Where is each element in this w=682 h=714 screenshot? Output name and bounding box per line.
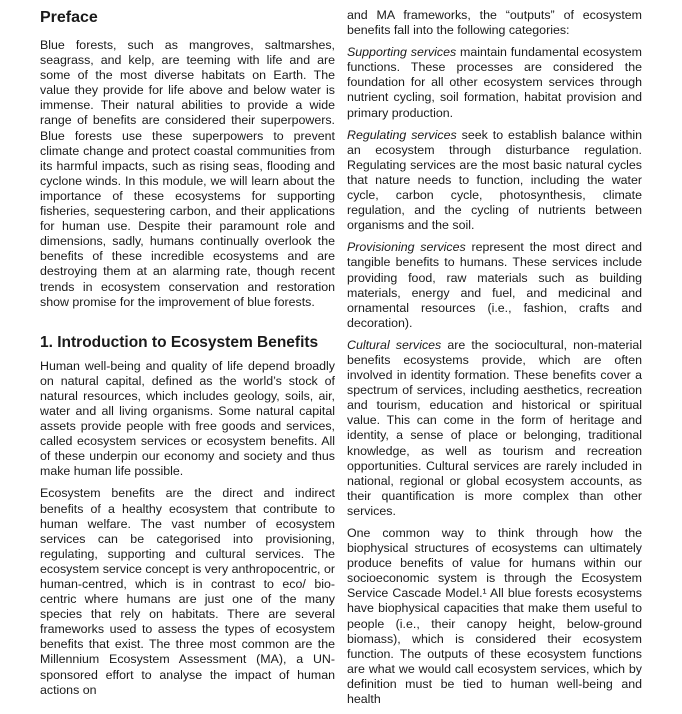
supporting-term: Supporting services <box>347 45 457 60</box>
provisioning-term: Provisioning services <box>347 240 466 255</box>
supporting-services-paragraph: Supporting services maintain fundamental ecosystem functions. These processes are considered the foundation for all other ecosystem services through nutrient cycling, soil formation, habitat provision and primary production. <box>347 45 642 120</box>
regulating-services-paragraph: Regulating services seek to establish balance within an ecosystem through disturbance regulation. Regulating services are the most basic natural cycles that nature needs to function, including the water cycle, carbon cycle, photosynthesis, climate regulation, and the cycling of nutrients between organisms and the soil. <box>347 127 642 233</box>
regulating-term: Regulating services <box>347 127 457 142</box>
provisioning-services-paragraph: Provisioning services represent the most direct and tangible benefits to humans. These services include providing food, raw materials such as building materials, energy and fuel, and medicinal and ornamental resources (i.e., fashion, crafts and decoration). <box>347 240 642 330</box>
cascade-model-paragraph: One common way to think through how the biophysical structures of ecosystems can ultimately produce benefits of value for humans within our socioeconomic system is through the Ecosystem Service Cascade Model.¹ All blue forests ecosystems have biophysical capacities that make them useful to people (i.e., their canopy height, below-ground biomass), which is considered their ecosystem function. The outputs of these ecosystem functions are what we would call ecosystem services, which by definition must be tied to human well-being and health <box>347 526 642 707</box>
right-column <box>347 0 642 714</box>
preface-paragraph: Blue forests, such as mangroves, saltmarshes, seagrass, and kelp, are teeming with life and are some of the most diverse habitats on Earth. The value they provide for life above and below water is immense. Their natural abilities to provide a wide range of benefits are considered their superpowers. Blue forests use these superpowers to prevent climate change and protect coastal communities from its harmful impacts, such as rising seas, flooding and cyclone winds. In this module, we will learn about the importance of these ecosystems for supporting fisheries, sequestering carbon, and their applications for human use. Despite their paramount role and dimensions, sadly, humans continually overlook the benefits of these incredible ecosystems and are destroying them at an alarming rate, though recent trends in ecosystem conservation and restoration show promise for the improvement of blue forests. <box>40 38 335 309</box>
preface-title: Preface <box>40 9 98 26</box>
intro-paragraph-1: Human well-being and quality of life depend broadly on natural capital, defined as the world’s stock of natural resources, which includes geology, soils, air, water and all living organisms. Some natural capital assets provide people with free goods and services, called ecosystem services or ecosystem benefits. All of these underpin our economy and society and thus make human life possible. <box>40 358 335 479</box>
intro-paragraph-2: Ecosystem benefits are the direct and indirect benefits of a healthy ecosystem that contribute to human welfare. The vast number of ecosystem services can be categorised into provisioning, regulating, supporting and cultural services. The ecosystem service concept is very anthropocentric, or human-centred, which is in contrast to eco/ bio-centric where humans are just one of the many species that rely on habitats. There are several frameworks used to assess the types of ecosystem benefits that exist. The three most common are the Millennium Ecosystem Assessment (MA), a UN-sponsored effort to analyse the impact of human actions on <box>40 486 335 697</box>
left-column <box>40 0 335 705</box>
categories-intro: and MA frameworks, the “outputs” of ecosystem benefits fall into the following categories: <box>347 8 642 38</box>
cultural-services-paragraph: Cultural services are the sociocultural, non-material benefits ecosystems provide, which are often involved in identity formation. These benefits cover a spectrum of services, including aesthetics, recreation and tourism, education and historical or spiritual value. This can come in the form of heritage and identity, a sense of place or belonging, traditional knowledge, as well as tourism and recreation opportunities. Cultural services are rarely included in national, regional or global ecosystem accounts, as their quantification is more complex than other services. <box>347 337 642 518</box>
cultural-term: Cultural services <box>347 337 442 352</box>
section-title: 1. Introduction to Ecosystem Benefits <box>40 333 319 351</box>
